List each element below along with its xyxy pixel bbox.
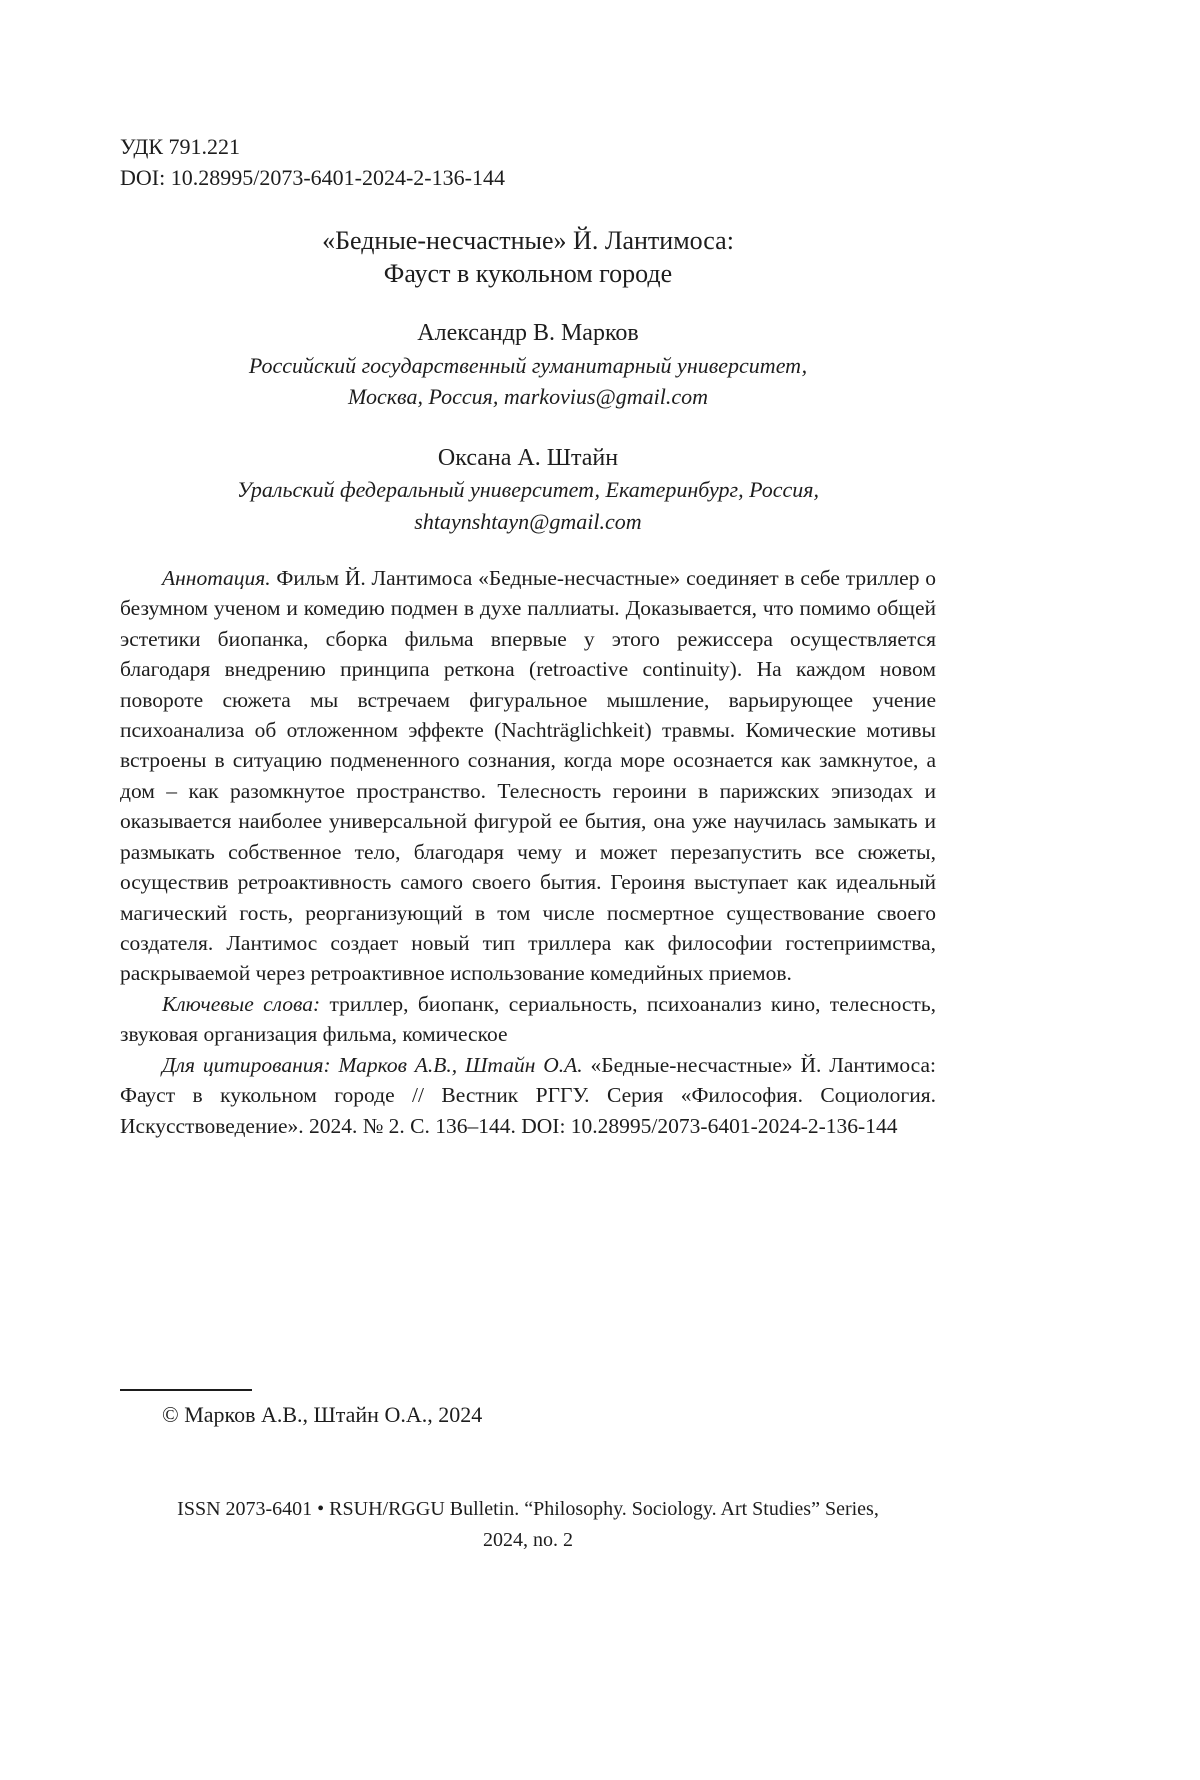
article-title-line1: «Бедные-несчастные» Й. Лантимоса:: [322, 225, 734, 255]
citation-label: Для цитирования:: [162, 1052, 331, 1077]
affiliation-line: Москва, Россия, markovius@gmail.com: [347, 383, 709, 409]
keywords-paragraph: [120, 989, 936, 1050]
article-title-line2: Фауст в кукольном городе: [383, 259, 673, 289]
footer-issue-line: 2024, no. 2: [483, 1529, 573, 1551]
doi-line: DOI: 10.28995/2073-6401-2024-2-136-144: [120, 164, 505, 190]
copyright-divider: [120, 1389, 252, 1391]
citation-authors: Марков А.В., Штайн О.А.: [330, 1052, 583, 1077]
keywords-text: триллер, биопанк, сериальность, психоанализ кино, телесность, звуковая организация фильма, комическое: [120, 991, 936, 1047]
footer-issn-line: ISSN 2073-6401 • RSUH/RGGU Bulletin. “Philosophy. Sociology. Art Studies” Series,: [177, 1498, 879, 1520]
affiliation-line: Уральский федеральный университет, Екатеринбург, Россия,: [236, 477, 820, 503]
abstract-paragraph: [120, 563, 936, 989]
author-block-1: [120, 317, 936, 412]
author-name: Оксана А. Штайн: [437, 445, 619, 472]
copyright-line: © Марков А.В., Штайн О.А., 2024: [162, 1402, 483, 1427]
udk-number: УДК 791.221: [120, 134, 241, 159]
page-content: [120, 0, 936, 1141]
author-affiliation: [120, 350, 936, 412]
abstract-label: Аннотация.: [162, 565, 271, 590]
affiliation-line: Российский государственный гуманитарный университет,: [248, 352, 808, 378]
abstract-section: [120, 563, 936, 1141]
article-title: [120, 224, 936, 292]
citation-text: «Бедные-несчастные» Й. Лантимоса: Фауст в кукольном городе // Вестник РГГУ. Серия «Философия. Социология. Искусствоведение». 2024. № 2. С. 136–144. DOI: 10.28995/2073-6401-2024-2-136-144: [120, 1052, 936, 1138]
affiliation-line: shtaynshtayn@gmail.com: [414, 508, 642, 534]
abstract-text: Фильм Й. Лантимоса «Бедные-несчастные» соединяет в себе триллер о безумном ученом и комедию подмен в духе паллиаты. Доказывается, что помимо общей эстетики биопанка, сборка фильма впервые у этого режиссера осуществляется благодаря внедрению принципа реткона (retroactive continuity). На каждом новом повороте сюжета мы встречаем фигуральное мышление, варьирующее учение психоанализа об отложенном эффекте (Nachträglichkeit) травмы. Комические мотивы встроены в ситуацию подмененного сознания, когда море осознается как замкнутое, а дом – как разомкнутое пространство. Телесность героини в парижских эпизодах и оказывается наиболее универсальной фигурой ее бытия, она уже научилась замыкать и размыкать собственное тело, благодаря чему и может перезапустить все сюжеты, осуществив ретроактивность самого своего бытия. Героиня выступает как идеальный магический гость, реорганизующий в том числе посмертное существование своего создателя. Лантимос создает новый тип триллера как философии гостеприимства, раскрываемой через ретроактивное использование комедийных приемов.: [120, 565, 936, 986]
journal-footer: [120, 1494, 936, 1556]
author-block-2: [120, 442, 936, 537]
citation-paragraph: [120, 1050, 936, 1141]
author-name: Александр В. Марков: [417, 320, 639, 347]
author-affiliation: [120, 474, 936, 536]
keywords-label: Ключевые слова:: [162, 991, 321, 1016]
